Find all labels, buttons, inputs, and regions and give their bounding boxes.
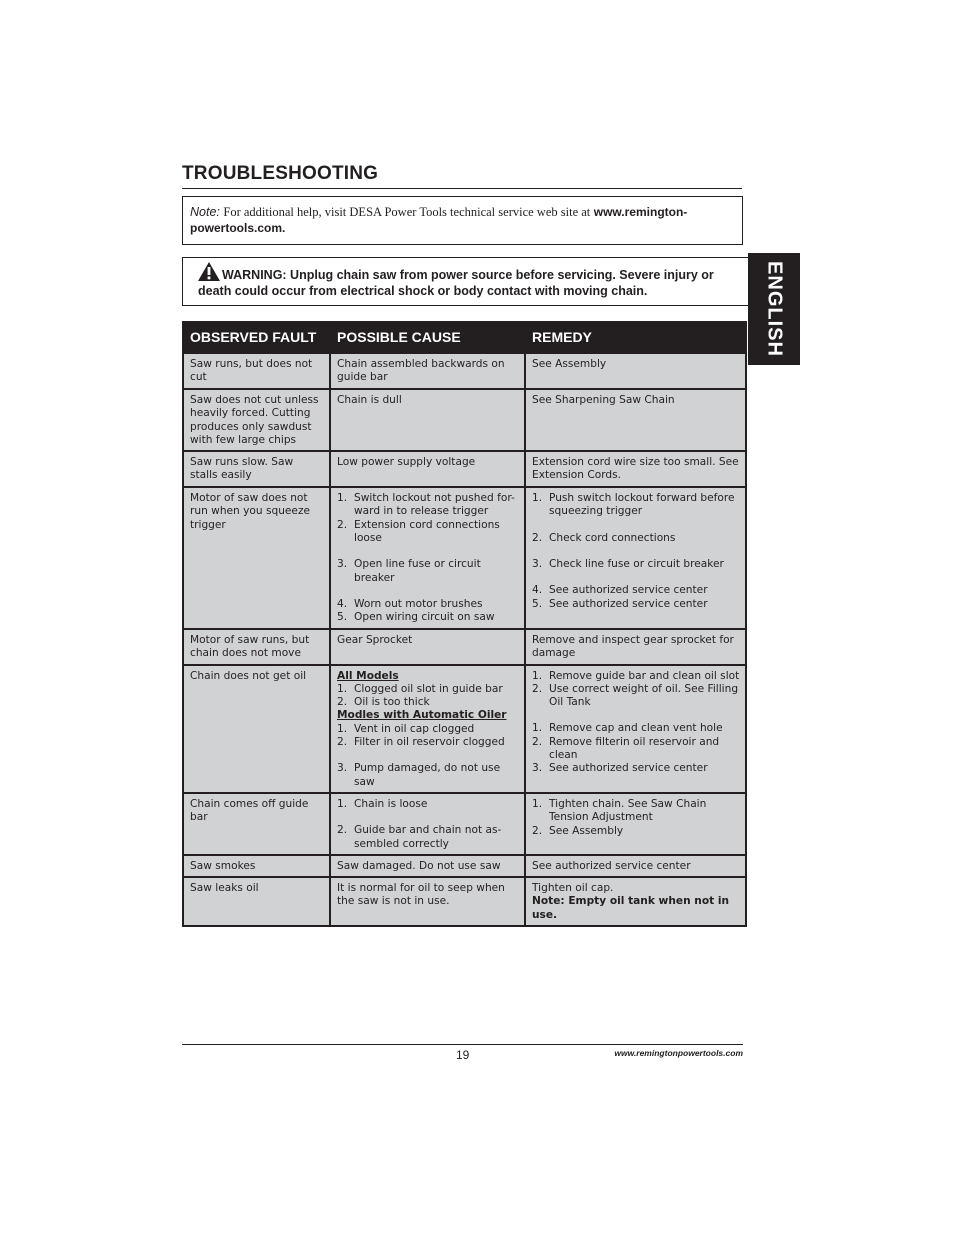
list-item: 2. Filter in oil reservoir clogged bbox=[337, 736, 505, 749]
list-item: 1. Vent in oil cap clogged bbox=[337, 722, 475, 735]
header-observed-fault: OBSERVED FAULT bbox=[183, 322, 330, 353]
cause-subheading: All Models bbox=[337, 669, 399, 682]
remedy-cell: Extension cord wire size too small. See Extension Cords. bbox=[525, 451, 746, 487]
troubleshooting-table bbox=[182, 321, 747, 927]
remedy-cell bbox=[525, 487, 746, 628]
remedy-cell bbox=[525, 665, 746, 793]
list-item: 1. Chain is loose bbox=[337, 797, 428, 810]
cause-cell: Gear Sprocket bbox=[330, 629, 525, 665]
list-item: 2. Use correct weight of oil. See Filling Oil Tank bbox=[532, 682, 739, 709]
list-item: 5. Open wiring circuit on saw bbox=[337, 611, 495, 624]
note-url-part1[interactable]: www.remington- bbox=[593, 205, 688, 219]
fault-cell: Chain does not get oil bbox=[183, 665, 330, 793]
header-possible-cause: POSSIBLE CAUSE bbox=[330, 322, 525, 353]
cause-cell: Chain assembled backwards on guide bar bbox=[330, 353, 525, 389]
list-item: 4. See authorized service center bbox=[532, 584, 708, 597]
header-remedy: REMEDY bbox=[525, 322, 746, 353]
list-item: 1. Push switch lockout forward before squeezing trigger bbox=[532, 492, 735, 518]
table-row bbox=[183, 451, 746, 487]
warning-text-line2: death could occur from electrical shock or body contact with moving chain. bbox=[198, 284, 648, 298]
page-title: TROUBLESHOOTING bbox=[182, 163, 379, 184]
language-tab bbox=[748, 253, 800, 365]
list-item: 2. Remove filterin oil reservoir and clean bbox=[532, 735, 720, 762]
list-item: 2. Guide bar and chain not as-sembled correctly bbox=[337, 824, 502, 850]
list-item: 3. Open line fuse or circuit breaker bbox=[337, 558, 481, 584]
remedy-cell bbox=[525, 877, 746, 926]
list-item: 3. See authorized service center bbox=[532, 762, 708, 775]
warning-triangle-icon bbox=[198, 262, 220, 280]
table-row bbox=[183, 487, 746, 628]
remedy-note: Note: Empty oil tank when not in use. bbox=[532, 895, 730, 921]
list-item: 2. Oil is too thick bbox=[337, 696, 430, 709]
language-tab-label: ENGLISH bbox=[763, 261, 786, 357]
table-row bbox=[183, 665, 746, 793]
fault-cell: Motor of saw does not run when you squeeze trigger bbox=[183, 487, 330, 628]
fault-cell: Saw runs slow. Saw stalls easily bbox=[183, 451, 330, 487]
note-text: For additional help, visit DESA Power Tools technical service web site at bbox=[223, 205, 591, 219]
cause-cell: Saw damaged. Do not use saw bbox=[330, 855, 525, 877]
warning-box bbox=[182, 257, 751, 306]
remedy-text: Tighten oil cap. bbox=[532, 882, 614, 895]
fault-cell: Chain comes off guide bar bbox=[183, 793, 330, 855]
note-url-part2[interactable]: powertools.com. bbox=[190, 221, 286, 235]
note-label: Note: bbox=[190, 205, 220, 219]
cause-cell: Low power supply voltage bbox=[330, 451, 525, 487]
fault-cell: Saw does not cut unless heavily forced. Cutting produces only sawdust with few large chips bbox=[183, 389, 330, 451]
cause-cell bbox=[330, 487, 525, 628]
footer-divider bbox=[182, 1044, 743, 1045]
list-item: 1. Switch lockout not pushed for-ward in to release trigger bbox=[337, 492, 515, 518]
list-item: 4. Worn out motor brushes bbox=[337, 597, 483, 610]
list-item: 1. Clogged oil slot in guide bar bbox=[337, 682, 503, 695]
remedy-cell bbox=[525, 793, 746, 855]
fault-cell: Saw smokes bbox=[183, 855, 330, 877]
list-item: 1. Tighten chain. See Saw Chain Tension Adjustment bbox=[532, 797, 707, 824]
fault-cell: Saw leaks oil bbox=[183, 877, 330, 926]
fault-cell: Motor of saw runs, but chain does not move bbox=[183, 629, 330, 665]
list-item: 3. Check line fuse or circuit breaker bbox=[532, 558, 724, 571]
cause-cell: It is normal for oil to seep when the saw is not in use. bbox=[330, 877, 525, 926]
note-box bbox=[182, 196, 743, 245]
list-item: 3. Pump damaged, do not use saw bbox=[337, 762, 501, 788]
table-row bbox=[183, 629, 746, 665]
cause-cell bbox=[330, 793, 525, 855]
list-item: 2. See Assembly bbox=[532, 824, 624, 837]
table-row bbox=[183, 353, 746, 389]
page-number: 19 bbox=[456, 1048, 470, 1062]
remedy-cell: See Sharpening Saw Chain bbox=[525, 389, 746, 451]
cause-subheading: Modles with Automatic Oiler bbox=[337, 709, 507, 722]
table-row bbox=[183, 855, 746, 877]
remedy-cell: See Assembly bbox=[525, 353, 746, 389]
title-divider bbox=[182, 188, 742, 189]
table-row bbox=[183, 793, 746, 855]
list-item: 1. Remove cap and clean vent hole bbox=[532, 722, 723, 735]
remedy-cell: Remove and inspect gear sprocket for damage bbox=[525, 629, 746, 665]
list-item: 5. See authorized service center bbox=[532, 597, 708, 610]
footer-url-link[interactable]: www.remingtonpowertools.com bbox=[614, 1048, 743, 1058]
list-item: 2. Check cord connections bbox=[532, 531, 676, 544]
warning-text-line1: WARNING: Unplug chain saw from power source before servicing. Severe injury or bbox=[222, 268, 714, 282]
remedy-cell: See authorized service center bbox=[525, 855, 746, 877]
table-header-row bbox=[183, 322, 746, 353]
fault-cell: Saw runs, but does not cut bbox=[183, 353, 330, 389]
list-item: 2. Extension cord connections loose bbox=[337, 518, 500, 545]
cause-cell bbox=[330, 665, 525, 793]
list-item: 1. Remove guide bar and clean oil slot bbox=[532, 669, 740, 682]
table-row bbox=[183, 389, 746, 451]
cause-cell: Chain is dull bbox=[330, 389, 525, 451]
table-row bbox=[183, 877, 746, 926]
